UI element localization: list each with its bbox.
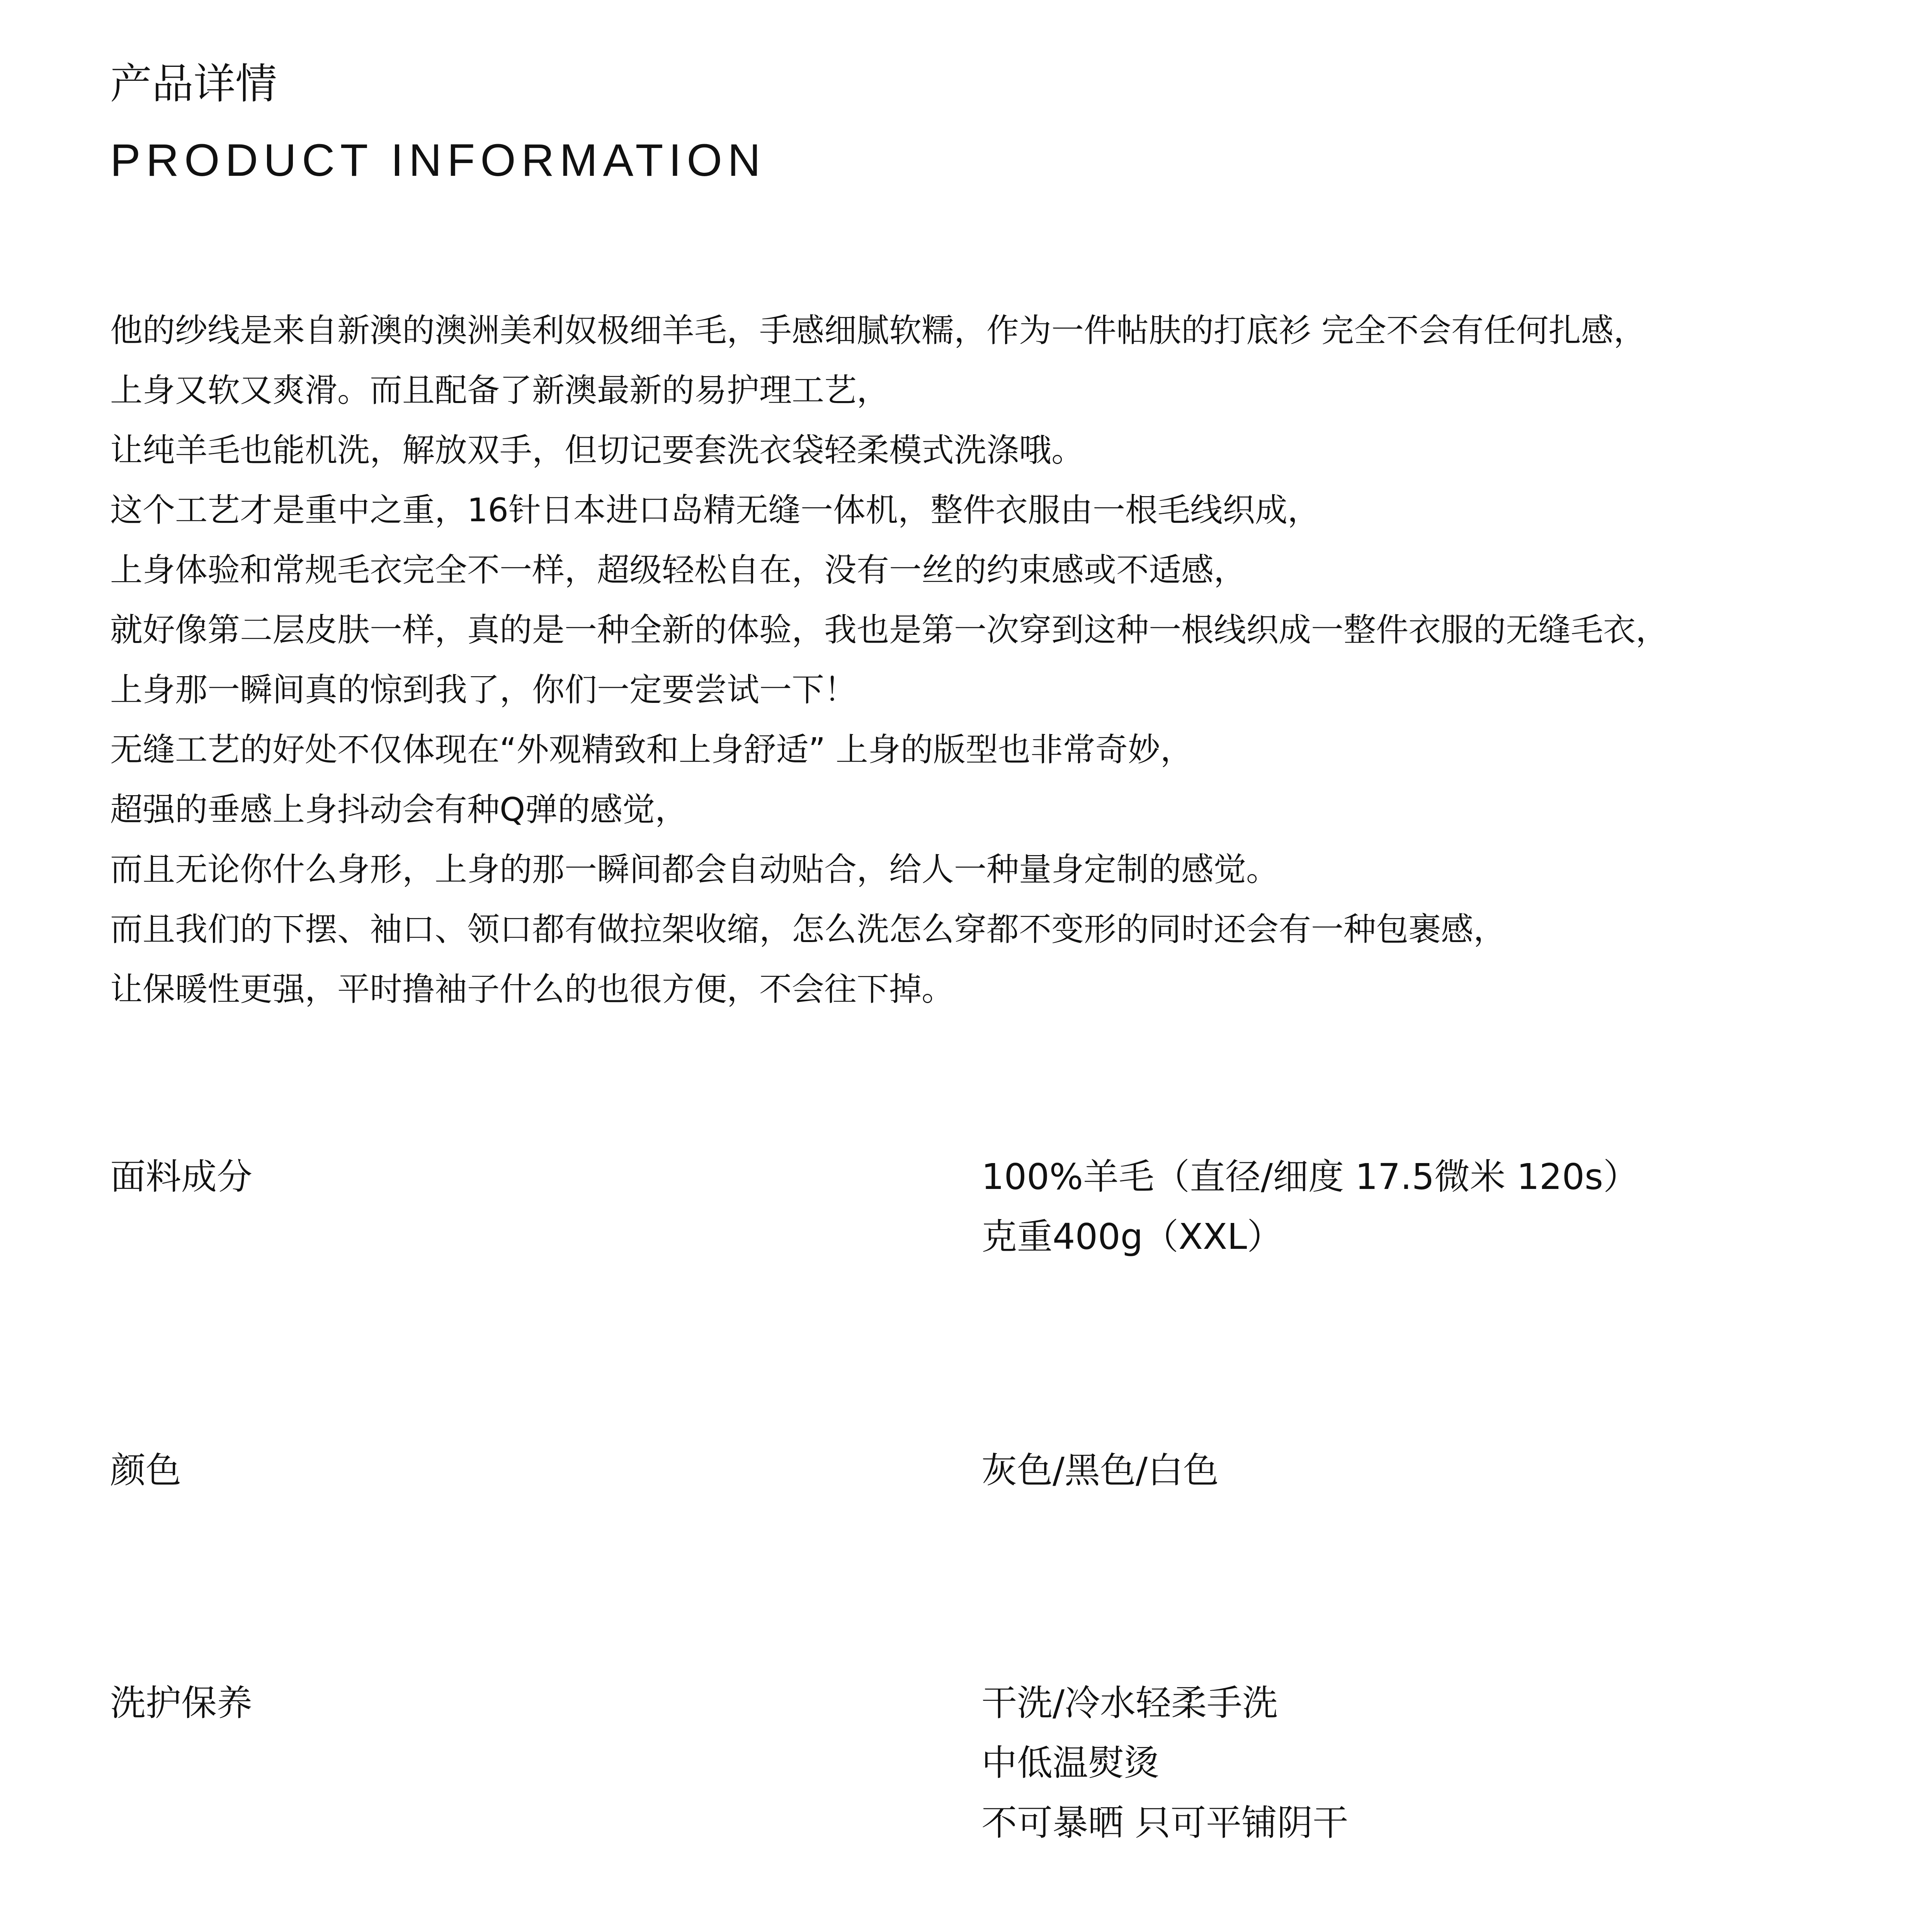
product-description — [110, 301, 1668, 1019]
description-line: 他的纱线是来自新澳的澳洲美利奴极细羊毛，手感细腻软糯，作为一件帖肤的打底衫 完全不会有任何扎感， — [110, 311, 1646, 349]
spec-label-care: 洗护保养 — [110, 1682, 253, 1724]
spec-values-fabric — [981, 1147, 1639, 1267]
description-line: 就好像第二层皮肤一样，真的是一种全新的体验，我也是第一次穿到这种一根线织成一整件衣服的无缝毛衣， — [110, 611, 1668, 649]
spec-value: 克重400g（XXL） — [981, 1216, 1283, 1257]
description-line: 让纯羊毛也能机洗，解放双手，但切记要套洗衣袋轻柔模式洗涤哦。 — [110, 431, 1084, 469]
description-line: 让保暖性更强，平时撸袖子什么的也很方便，不会往下掉。 — [110, 970, 954, 1008]
spec-label-color: 颜色 — [110, 1450, 182, 1491]
page-title: 产品详情 — [110, 60, 277, 108]
description-line: 无缝工艺的好处不仅体现在“外观精致和上身舒适” 上身的版型也非常奇妙， — [110, 731, 1193, 769]
spec-values-care — [981, 1673, 1348, 1853]
description-line: 上身体验和常规毛衣完全不一样，超级轻松自在，没有一丝的约束感或不适感， — [110, 551, 1247, 589]
spec-value: 100%羊毛（直径/细度 17.5微米 120s） — [981, 1156, 1639, 1197]
spec-value: 干洗/冷水轻柔手洗 — [981, 1682, 1278, 1724]
description-line: 上身又软又爽滑。而且配备了新澳最新的易护理工艺， — [110, 371, 889, 409]
description-line: 这个工艺才是重中之重，16针日本进口岛精无缝一体机，整件衣服由一根毛线织成， — [110, 491, 1320, 529]
spec-value: 不可暴晒 只可平铺阴干 — [981, 1802, 1349, 1844]
description-line: 而且无论你什么身形，上身的那一瞬间都会自动贴合，给人一种量身定制的感觉。 — [110, 850, 1279, 888]
spec-values-color — [981, 1440, 1219, 1500]
spec-value: 中低温熨烫 — [981, 1742, 1160, 1784]
description-line: 而且我们的下摆、袖口、领口都有做拉架收缩，怎么洗怎么穿都不变形的同时还会有一种包裹感， — [110, 910, 1506, 948]
description-line: 上身那一瞬间真的惊到我了，你们一定要尝试一下！ — [110, 671, 857, 709]
spec-label-fabric: 面料成分 — [110, 1156, 253, 1197]
spec-value: 灰色/黑色/白色 — [981, 1450, 1219, 1491]
description-line: 超强的垂感上身抖动会有种Q弹的感觉， — [110, 791, 688, 828]
page-subtitle: PRODUCT INFORMATION — [110, 135, 766, 186]
